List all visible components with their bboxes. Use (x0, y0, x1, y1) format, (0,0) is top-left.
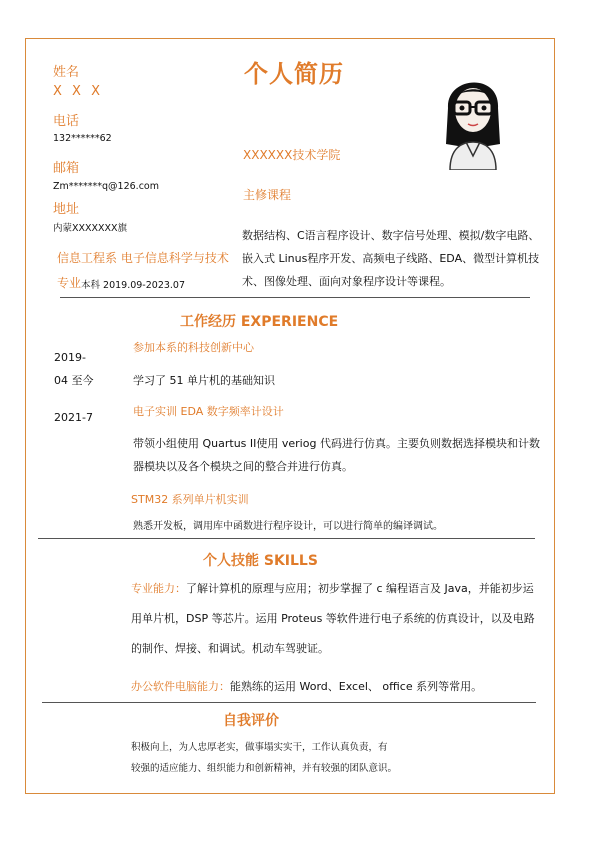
experience-heading: 电子实训 EDA 数字频率计设计 (133, 405, 284, 418)
experience-date-mid: 04 至今 (54, 374, 94, 387)
skills-office (131, 678, 482, 694)
skills-professional (131, 574, 543, 664)
experience-desc: 学习了 51 单片机的基础知识 (133, 374, 275, 387)
courses-label: 主修课程 (243, 188, 292, 202)
experience-heading: STM32 系列单片机实训 (131, 493, 249, 506)
skills-professional-text: 了解计算机的原理与应用；初步掌握了 c 编程语言及 Java，并能初步运用单片机，DSP 等芯片。运用 Proteus 等软件进行电子系统的仿真设计，以及电路的制作、焊接、和调试。机动车驾驶证。 (131, 582, 535, 655)
major-value: 本科 2019.09-2023.07 (81, 280, 186, 291)
self-eval-title: 自我评价 (223, 713, 279, 729)
divider-header (60, 297, 530, 298)
department-label: 信息工程系 电子信息科学与技术 (57, 251, 229, 265)
experience-desc: 熟悉开发板，调用库中函数进行程序设计，可以进行简单的编译调试。 (133, 521, 443, 532)
skills-office-text: 能熟练的运用 Word、Excel、 office 系列等常用。 (230, 680, 483, 693)
major-label: 专业 (57, 276, 82, 290)
experience-heading: 参加本系的科技创新中心 (133, 341, 254, 354)
self-eval-line: 较强的适应能力、组织能力和创新精神，并有较强的团队意识。 (131, 763, 398, 774)
school-name: XXXXXX技术学院 (243, 148, 341, 162)
email-label: 邮箱 (53, 161, 80, 176)
self-eval-line: 积极向上，为人忠厚老实，做事塌实实干，工作认真负责，有 (131, 742, 388, 753)
experience-date-end: 2021-7 (54, 411, 93, 424)
address-value: 内蒙XXXXXXX旗 (53, 223, 128, 234)
skills-office-label: 办公软件电脑能力： (131, 680, 230, 693)
page-title: 个人简历 (244, 60, 344, 88)
phone-value: 132******62 (53, 133, 112, 144)
skills-title: 个人技能 SKILLS (203, 553, 318, 569)
divider-skills (42, 702, 536, 703)
courses-text: 数据结构、C语言程序设计、数字信号处理、模拟/数字电路、嵌入式 Linus程序开发、高频电子线路、EDA、微型计算机技术、图像处理、面向对象程序设计等课程。 (242, 229, 540, 288)
divider-experience (38, 538, 535, 539)
skills-professional-label: 专业能力： (131, 582, 186, 595)
name-label: 姓名 (53, 65, 80, 80)
address-label: 地址 (53, 202, 80, 217)
experience-date-start: 2019- (54, 351, 86, 364)
name-value: X X X (53, 84, 103, 99)
experience-title: 工作经历 EXPERIENCE (180, 314, 339, 330)
phone-label: 电话 (53, 114, 80, 129)
experience-desc: 带领小组使用 Quartus II使用 veriog 代码进行仿真。主要负则数据选择模块和计数器模块以及各个模块之间的整合并进行仿真。 (133, 437, 540, 473)
avatar (440, 66, 506, 170)
email-value: Zm*******q@126.com (53, 181, 159, 192)
